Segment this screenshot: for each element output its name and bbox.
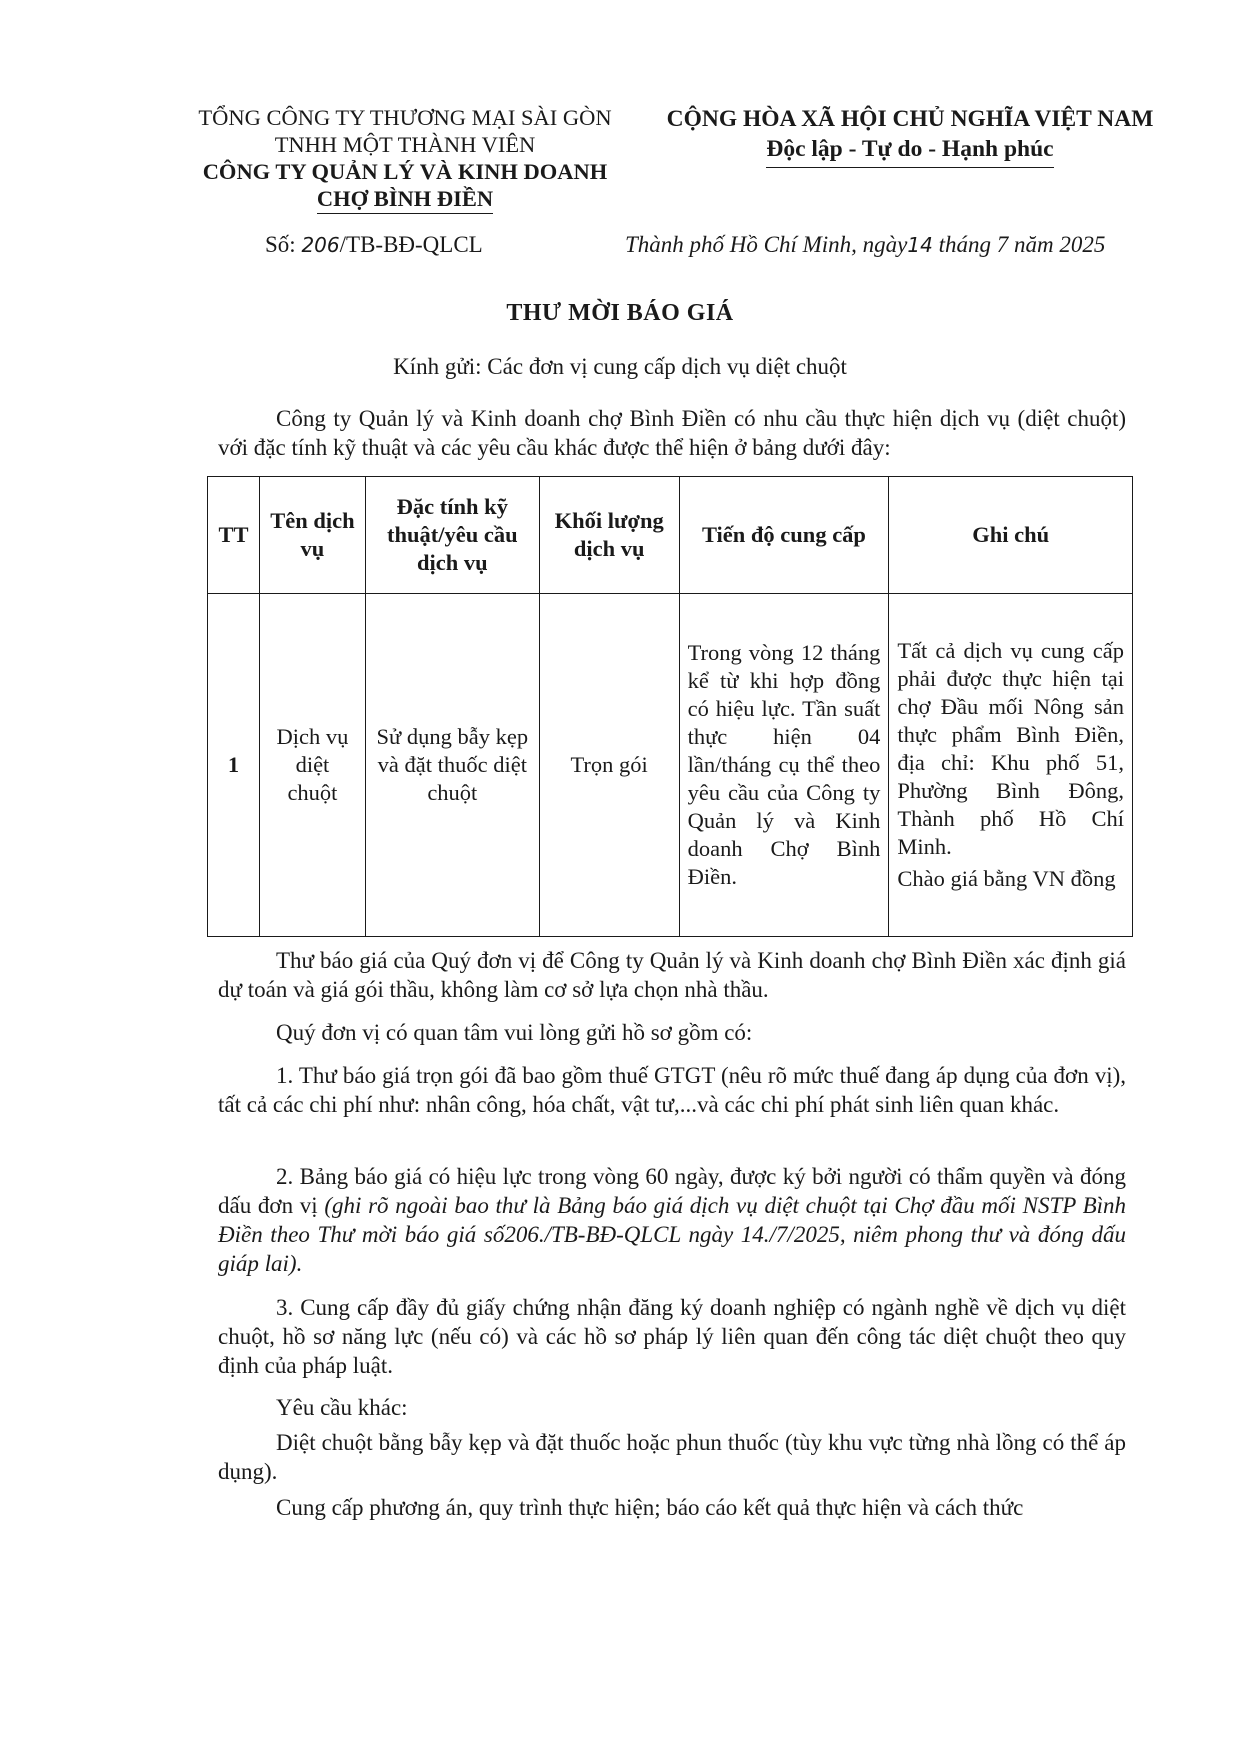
paragraph-item-3 [218, 1293, 1126, 1380]
paragraph-other-plan [218, 1493, 1126, 1522]
header-notes: Ghi chú [889, 477, 1133, 594]
salutation: Kính gửi: Các đơn vị cung cấp dịch vụ diệt chuột [393, 354, 847, 379]
cell-volume: Trọn gói [539, 594, 679, 937]
paragraph-item-1 [218, 1061, 1126, 1119]
cell-service-name: Dịch vụ diệt chuột [259, 594, 365, 937]
national-header [650, 104, 1170, 168]
cell-schedule: Trong vòng 12 tháng kể từ khi hợp đồng có hiệu lực. Tần suất thực hiện 04 lần/tháng cụ thể theo yêu cầu của Công ty Quản lý và Kinh doanh Chợ Bình Điền. [679, 594, 889, 937]
date-part-1: Thành phố Hồ Chí Minh, ngày [625, 232, 908, 257]
paragraph-purpose-text: Thư báo giá của Quý đơn vị để Công ty Quản lý và Kinh doanh chợ Bình Điền xác định giá dự toán và giá gói thầu, không làm cơ sở lựa chọn nhà thầu. [218, 948, 1126, 1002]
place-and-date [625, 232, 1105, 258]
parent-company-line-1: TỔNG CÔNG TY THƯƠNG MẠI SÀI GÒN [198, 105, 612, 130]
reference-prefix: Số: [265, 232, 302, 257]
paragraph-documents-intro-text: Quý đơn vị có quan tâm vui lòng gửi hồ sơ gồm có: [276, 1020, 753, 1045]
table-header-row [208, 477, 1133, 594]
note-location: Tất cả dịch vụ cung cấp phải được thực hiện tại chợ Đầu mối Nông sản thực phẩm Bình Điền, địa chỉ: Khu phố 51, Phường Bình Đông, Thành phố Hồ Chí Minh. [897, 638, 1124, 859]
cell-notes [889, 594, 1133, 937]
paragraph-other-method-text: Diệt chuột bằng bẫy kẹp và đặt thuốc hoặc phun thuốc (tùy khu vực từng nhà lồng có thể áp dụng). [218, 1430, 1126, 1484]
paragraph-other-method [218, 1428, 1126, 1486]
reference-handwritten-number: 206 [301, 233, 340, 257]
header-tt: TT [208, 477, 260, 594]
service-table [207, 476, 1133, 937]
national-title: CỘNG HÒA XÃ HỘI CHỦ NGHĨA VIỆT NAM [666, 106, 1154, 132]
cell-tt: 1 [208, 594, 260, 937]
paragraph-item-2 [218, 1162, 1126, 1278]
paragraph-other-plan-text: Cung cấp phương án, quy trình thực hiện; báo cáo kết quả thực hiện và cách thức [276, 1495, 1024, 1520]
parent-company-line-2: TNHH MỘT THÀNH VIÊN [274, 132, 536, 157]
header-service-name: Tên dịch vụ [259, 477, 365, 594]
paragraph-other-heading [218, 1393, 1126, 1422]
issuing-organization [175, 104, 635, 214]
paragraph-documents-intro [218, 1018, 1126, 1047]
paragraph-purpose [218, 946, 1126, 1004]
company-name-line-1: CÔNG TY QUẢN LÝ VÀ KINH DOANH [202, 159, 608, 184]
paragraph-item-2-italic: (ghi rõ ngoài bao thư là Bảng báo giá dịch vụ diệt chuột tại Chợ đầu mối NSTP Bình Điền theo Thư mời báo giá số206./TB-BĐ-QLCL ngày 14./7/2025, niêm phong thư và đóng dấu giáp lai). [218, 1193, 1127, 1276]
national-motto: Độc lập - Tự do - Hạnh phúc [766, 134, 1053, 168]
paragraph-item-2-text: 2. Bảng báo giá có hiệu lực trong vòng 60 ngày, được ký bởi người có thẩm quyền và đóng dấu đơn vị [218, 1164, 1126, 1218]
company-name-line-2: CHỢ BÌNH ĐIỀN [317, 185, 493, 214]
intro-paragraph [218, 404, 1126, 462]
header-schedule: Tiến độ cung cấp [679, 477, 889, 594]
reference-suffix: /TB-BĐ-QLCL [339, 232, 483, 257]
document-title: THƯ MỜI BÁO GIÁ [506, 300, 734, 326]
table-row [208, 594, 1133, 937]
paragraph-other-heading-text: Yêu cầu khác: [276, 1395, 408, 1420]
note-currency: Chào giá bằng VN đồng [897, 866, 1116, 891]
date-part-2: tháng 7 năm 2025 [932, 232, 1106, 257]
date-handwritten-day: 14 [907, 233, 933, 257]
header-specification: Đặc tính kỹ thuật/yêu cầu dịch vụ [365, 477, 539, 594]
paragraph-item-3-text: 3. Cung cấp đầy đủ giấy chứng nhận đăng ký doanh nghiệp có ngành nghề về dịch vụ diệt chuột, hồ sơ năng lực (nếu có) và các hồ sơ pháp lý liên quan đến công tác diệt chuột theo quy định của pháp luật. [218, 1295, 1126, 1378]
cell-specification: Sử dụng bẫy kẹp và đặt thuốc diệt chuột [365, 594, 539, 937]
intro-text: Công ty Quản lý và Kinh doanh chợ Bình Điền có nhu cầu thực hiện dịch vụ (diệt chuột) với đặc tính kỹ thuật và các yêu cầu khác được thể hiện ở bảng dưới đây: [218, 406, 1126, 460]
reference-number [265, 232, 483, 258]
header-volume: Khối lượng dịch vụ [539, 477, 679, 594]
paragraph-item-1-text: 1. Thư báo giá trọn gói đã bao gồm thuế GTGT (nêu rõ mức thuế đang áp dụng của đơn vị), tất cả các chi phí như: nhân công, hóa chất, vật tư,...và các chi phí phát sinh liên quan khác. [218, 1063, 1126, 1117]
